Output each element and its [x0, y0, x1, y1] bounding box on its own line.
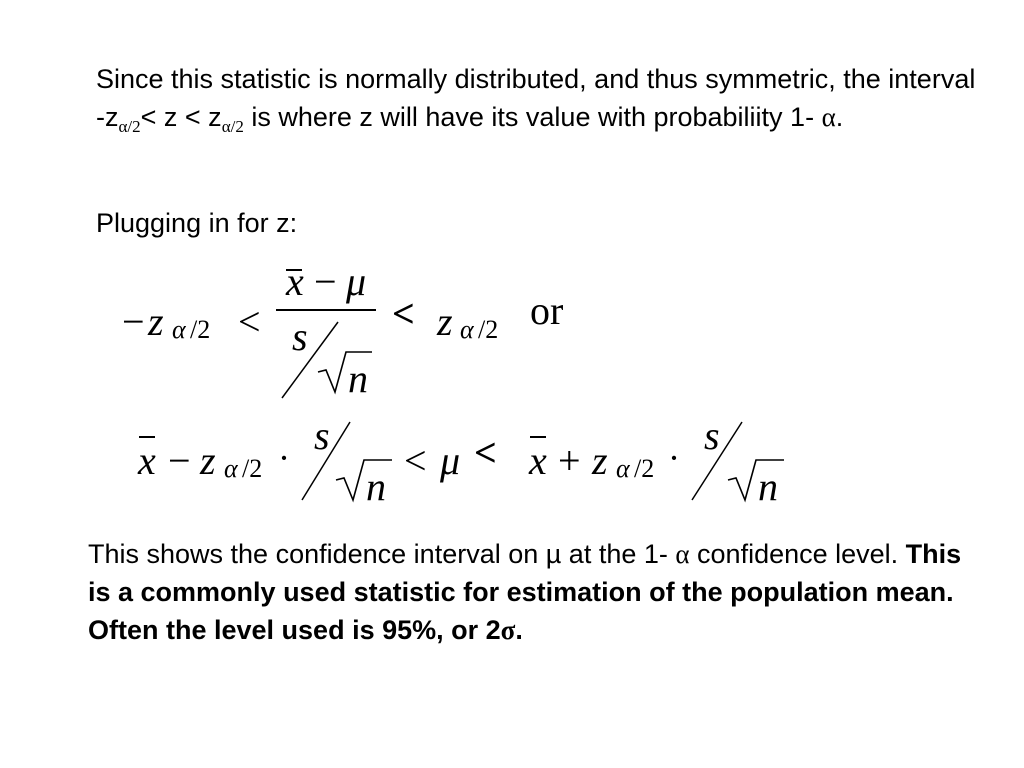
eq1-numer-mu: μ — [346, 259, 367, 304]
alpha-symbol: α — [675, 539, 690, 569]
eq2-sub-alpha: α — [224, 454, 238, 483]
eq1-sub-rest: /2 — [190, 315, 211, 344]
eq1-or: or — [530, 288, 564, 333]
eq1-numer-x: x — [286, 259, 304, 304]
eq1-numer-minus: − — [314, 259, 337, 304]
eq1-sub-rest-2: /2 — [478, 315, 499, 344]
eq1-sub-alpha-2: α — [460, 315, 474, 344]
eq2-plus: + — [558, 438, 581, 483]
eq2-z: z — [200, 438, 216, 483]
eq1-z: z — [148, 299, 164, 344]
alpha-symbol: α — [821, 102, 836, 132]
slash — [282, 322, 338, 398]
eq1-z2: z — [437, 299, 453, 344]
eq2-dot: · — [278, 438, 290, 478]
intro-text-3: is where z will have its value with probabiliity 1- — [243, 102, 822, 132]
eq2-n: n — [366, 464, 386, 509]
eq2-z2: z — [592, 438, 608, 483]
conclusion-bold-period: . — [515, 615, 523, 645]
intro-period: . — [835, 102, 844, 132]
conclusion-paragraph — [88, 535, 988, 649]
conclusion-bold-text: This is a commonly used statistic for estimation of the population mean. Often the level used is 95%, or 2 — [88, 539, 962, 645]
eq2-x2: x — [529, 438, 547, 483]
intro-text-2: < z < z — [140, 102, 222, 132]
intro-text-1: Since this statistic is normally distributed, and thus symmetric, the interval -z — [96, 64, 976, 132]
conclusion-text-1: This shows the confidence interval on µ at the 1- — [88, 539, 676, 569]
equation-1 — [122, 259, 563, 401]
eq1-minus: − — [122, 299, 145, 344]
eq2-n2: n — [758, 464, 778, 509]
eq2-sub-rest: /2 — [242, 454, 263, 483]
eq2-mu: μ — [440, 438, 461, 483]
eq2-s: s — [314, 413, 330, 458]
equation-2 — [137, 413, 784, 509]
eq1-lt: < — [238, 299, 261, 344]
eq2-lt-bold: < — [474, 430, 497, 475]
conclusion-text-2: confidence level. — [689, 539, 906, 569]
alpha-half-subscript: α/2 — [118, 117, 141, 136]
eq2-lt: < — [404, 438, 427, 483]
eq2-sub-alpha-2: α — [616, 454, 630, 483]
eq2-x: x — [138, 438, 156, 483]
eq1-denom-s: s — [292, 314, 308, 359]
plugging-label: Plugging in for z: — [96, 208, 298, 238]
eq1-lt-bold: < — [392, 291, 415, 336]
eq1-sub-alpha: α — [172, 315, 186, 344]
eq2-sub-rest-2: /2 — [634, 454, 655, 483]
eq1-denom-n: n — [348, 356, 368, 401]
alpha-half-subscript: α/2 — [221, 117, 244, 136]
eq2-minus: − — [168, 438, 191, 483]
eq2-s2: s — [704, 413, 720, 458]
sigma-symbol: σ — [500, 615, 516, 645]
eq2-dot-2: · — [668, 438, 680, 478]
